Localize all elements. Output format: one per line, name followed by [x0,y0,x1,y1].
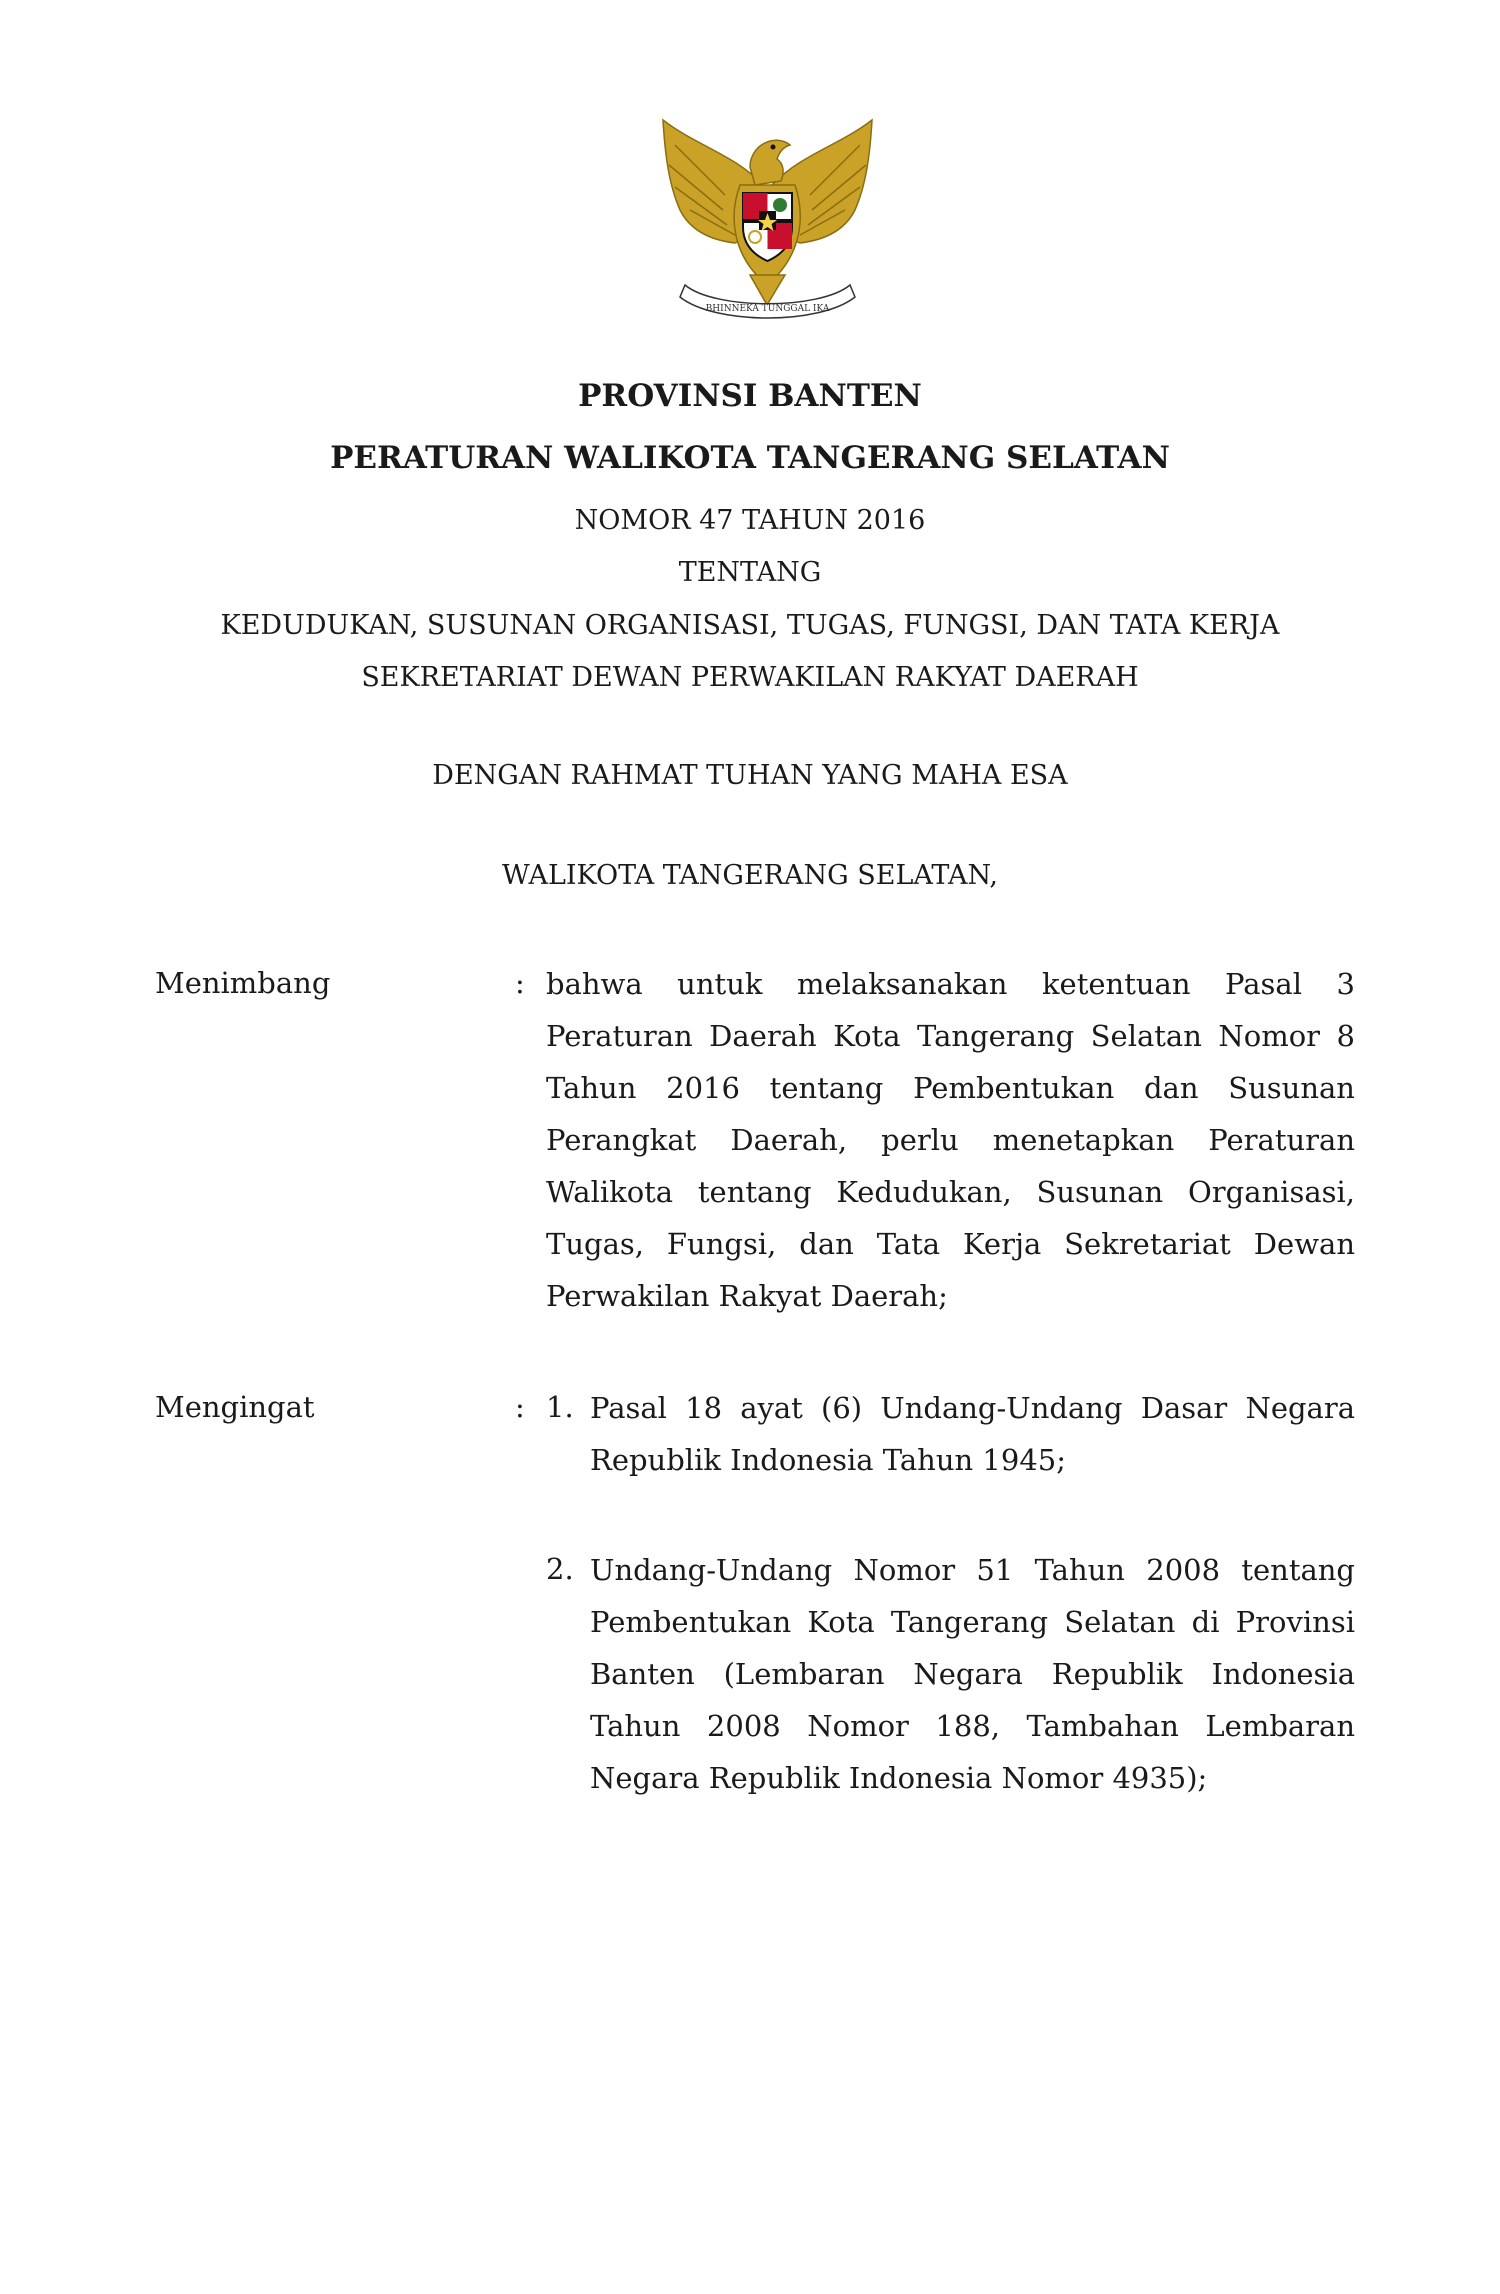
about-heading: TENTANG [678,557,822,588]
emblem-motto: BHINNEKA TUNGGAL IKA [705,304,830,314]
text-line: Pembentukan Kota Tangerang Selatan di Provinsi [590,1605,1355,1639]
text-line: Peraturan Daerah Kota Tangerang Selatan Nomor 8 [546,1019,1355,1053]
text-line: Negara Republik Indonesia Nomor 4935); [590,1761,1208,1795]
menimbang-colon: : [515,966,525,1000]
province-title: PROVINSI BANTEN [578,378,922,414]
garuda-pancasila-emblem [655,115,880,330]
garuda-icon [655,115,880,330]
text-line: Banten (Lembaran Negara Republik Indonesia [590,1657,1355,1691]
text-line: Perangkat Daerah, perlu menetapkan Peraturan [546,1123,1355,1157]
item-number: 1. [546,1390,574,1424]
mengingat-colon: : [515,1390,525,1424]
text-line: Tugas, Fungsi, dan Tata Kerja Sekretariat Dewan [546,1227,1355,1261]
text-line: bahwa untuk melaksanakan ketentuan Pasal 3 [546,967,1355,1001]
regulation-title: PERATURAN WALIKOTA TANGERANG SELATAN [330,440,1170,476]
text-line: Pasal 18 ayat (6) Undang-Undang Dasar Negara [590,1391,1355,1425]
menimbang-label: Menimbang [155,966,331,1000]
item-number: 2. [546,1552,574,1586]
text-line: Tahun 2008 Nomor 188, Tambahan Lembaran [590,1709,1355,1743]
regulation-number: NOMOR 47 TAHUN 2016 [574,505,926,536]
text-line: Walikota tentang Kedudukan, Susunan Organisasi, [546,1175,1355,1209]
subject-line-1: KEDUDUKAN, SUSUNAN ORGANISASI, TUGAS, FUNGSI, DAN TATA KERJA [220,610,1280,641]
text-line: Tahun 2016 tentang Pembentukan dan Susunan [546,1071,1355,1105]
invocation: DENGAN RAHMAT TUHAN YANG MAHA ESA [432,760,1068,791]
mengingat-label: Mengingat [155,1390,315,1424]
text-line: Perwakilan Rakyat Daerah; [546,1279,948,1313]
text-line: Undang-Undang Nomor 51 Tahun 2008 tentang [590,1553,1355,1587]
authority: WALIKOTA TANGERANG SELATAN, [502,860,998,891]
subject-line-2: SEKRETARIAT DEWAN PERWAKILAN RAKYAT DAERAH [361,662,1139,693]
text-line: Republik Indonesia Tahun 1945; [590,1443,1067,1477]
